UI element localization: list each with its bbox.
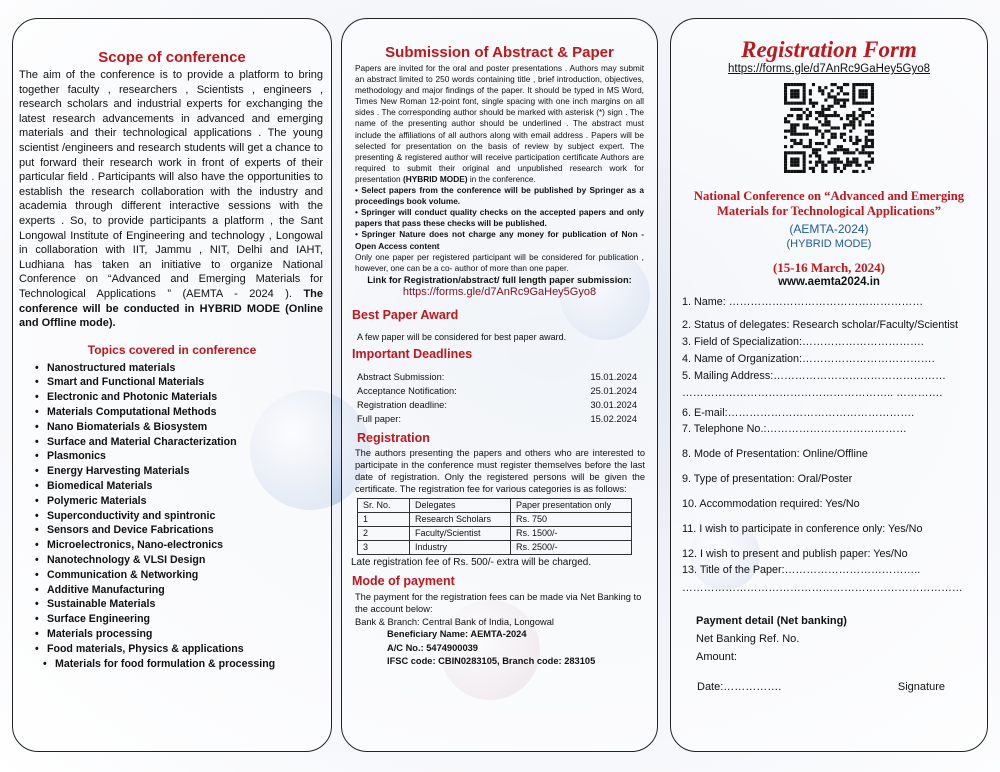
conference-abbreviation: (AEMTA-2024) xyxy=(789,221,869,236)
form-fields xyxy=(671,296,987,594)
best-paper-text: A few paper will be considered for best paper award. xyxy=(357,331,567,342)
topic-item: • Surface Engineering xyxy=(35,612,331,627)
form-field-telephone[interactable]: 7. Telephone No.:………………………………… xyxy=(682,422,907,435)
conference-dates: (15-16 March, 2024) xyxy=(772,259,886,275)
ifsc-code: IFSC code: CBIN0283105, Branch code: 283105 xyxy=(387,655,596,666)
deadlines-title: Important Deadlines xyxy=(352,346,473,361)
topic-item: • Materials Computational Methods xyxy=(35,405,331,420)
topic-item: • Plasmonics xyxy=(35,449,331,464)
topic-item: • Superconductivity and spintronic xyxy=(35,509,331,524)
submission-link[interactable]: https://forms.gle/d7AnRc9GaHey5Gyo8 xyxy=(402,285,597,298)
topic-item: • Nano Biomaterials & Biosystem xyxy=(35,420,331,435)
submission-intro-end: in the conference. xyxy=(469,173,536,184)
form-field-presentation-type[interactable]: 9. Type of presentation: Oral/Poster xyxy=(682,472,853,485)
registration-form-panel xyxy=(670,18,988,752)
payment-detail-heading: Payment detail (Net banking) xyxy=(696,614,847,627)
submission-title: Submission of Abstract & Paper xyxy=(385,44,614,61)
submission-intro xyxy=(342,61,657,274)
form-field-specialization[interactable]: 3. Field of Specialization:……………………………. xyxy=(682,335,924,348)
conference-website[interactable]: www.aemta2024.in xyxy=(778,275,880,288)
scope-title: Scope of conference xyxy=(98,49,246,66)
form-field-paper-title-line2[interactable]: …………………………………………………………………… xyxy=(682,581,963,594)
submission-intro-text: Papers are invited for the oral and poster presentations . Authors may submit an abstract limited to 250 words containing title , brief introduction, objectives, methodology and major findings of the paper. It should be typed in MS Word, Times New Roman 12-point font, single spacing with one inch margins on all sides . The corresponding author should be marked with asterisk (*) sign . The name of the presenting author should be underlined . The abstract must include the affiliations of all authors along with email address . Papers will be selected for presentation on the basis of review by subject expert. The presenting & registered author will receive participation certificate Authors are required to submit their original and unpublished research work for presentation xyxy=(355,63,644,184)
springer-bullet: • Springer will conduct quality checks on the accepted papers and only papers that pass these checks will be published. xyxy=(355,207,644,229)
late-fee-note: Late registration fee of Rs. 500/- extra will be charged. xyxy=(351,556,592,568)
best-paper-title: Best Paper Award xyxy=(352,307,459,322)
hybrid-mode-note: The conference will be conducted in HYBRID MODE (Online and Offline mode). xyxy=(19,287,323,330)
form-field-present-publish[interactable]: 12. I wish to present and publish paper: Yes/No xyxy=(682,547,908,560)
payment-mode-title: Mode of payment xyxy=(352,573,455,588)
signature-field[interactable]: Signature xyxy=(897,680,945,693)
beneficiary-name: Beneficiary Name: AEMTA-2024 xyxy=(387,629,527,640)
deadlines-list xyxy=(357,372,637,428)
scope-text: The aim of the conference is to provide a platform to bring together faculty , researchers , Scientists , engineers , research scholars and industrial experts for exchanging the latest research advancements in advanced and emerging materials and their technological applications . The young scientist /engineers and research students will get a chance to put forward their research work in front of experts of their particular field . Participants will also have the opportunities to establish the research collaboration with the industry and academia through different interactive sessions with the experts . So, to provide participants a platform , the Sant Longowal Institute of Engineering and technology , Longowal in collaboration with IIT, Jammu , NIT, Delhi and IAHT, Ludhiana has taken an initiative to organize National Conference on “Advanced and Emerging Materials for Technological Applications ” (AEMTA - 2024 ). xyxy=(19,69,323,300)
topic-item: • Microelectronics, Nano-electronics xyxy=(35,538,331,553)
topic-item: • Surface and Material Characterization xyxy=(35,435,331,450)
topic-item: • Sustainable Materials xyxy=(35,597,331,612)
registration-title: Registration xyxy=(357,430,430,445)
fee-table-row: 1 Research Scholars Rs. 750 xyxy=(358,512,632,526)
form-field-paper-title[interactable]: 13. Title of the Paper:……………………………….. xyxy=(682,563,921,576)
topics-title: Topics covered in conference xyxy=(87,342,257,357)
topic-item: • Energy Harvesting Materials xyxy=(35,464,331,479)
topic-item: • Materials for food formulation & processing xyxy=(43,657,331,672)
deadline-row: Full paper: 15.02.2024 xyxy=(357,413,637,424)
topic-item: • Biomedical Materials xyxy=(35,479,331,494)
signature-row xyxy=(671,681,987,693)
form-field-accommodation[interactable]: 10. Accommodation required: Yes/No xyxy=(682,497,860,510)
fee-table-row: 3 Industry Rs. 2500/- xyxy=(358,540,632,554)
fee-table-header: Sr. No. Delegates Paper presentation only xyxy=(358,498,632,512)
scope-paragraph xyxy=(13,66,331,331)
form-field-email[interactable]: 6. E-mail:……………………………………………. xyxy=(682,406,915,419)
registration-form-link[interactable]: https://forms.gle/d7AnRc9GaHey5Gyo8 xyxy=(728,63,930,75)
topic-item: • Additive Manufacturing xyxy=(35,583,331,598)
topic-item: • Polymeric Materials xyxy=(35,494,331,509)
link-label: Link for Registration/abstract/ full length paper submission: xyxy=(367,274,632,285)
registration-form-title: Registration Form xyxy=(741,37,917,62)
form-field-organization[interactable]: 4. Name of Organization:………………………………. xyxy=(682,352,935,365)
qr-code-icon[interactable] xyxy=(784,83,874,173)
fee-table-row: 2 Faculty/Scientist Rs. 1500/- xyxy=(358,526,632,540)
one-paper-note: Only one paper per registered participant will be considered for publication , however, one can be a co- author of more than one paper. xyxy=(355,251,644,273)
account-details xyxy=(342,628,657,668)
net-banking-ref[interactable]: Net Banking Ref. No. xyxy=(696,633,800,646)
payment-detail xyxy=(671,612,987,667)
topic-item: • Nanotechnology & VLSI Design xyxy=(35,553,331,568)
bank-branch: Bank & Branch: Central Bank of India, Longowal xyxy=(355,616,554,627)
form-field-address-line2[interactable]: ………………………………………………….. …………. xyxy=(682,386,943,399)
deadline-row: Abstract Submission: 15.01.2024 xyxy=(357,371,637,382)
form-field-name[interactable]: 1. Name: ……………………………………………… xyxy=(682,295,924,308)
payment-mode-text: The payment for the registration fees can be made via Net Banking to the account below: Bank & Branch: Central Bank of India, Longowal xyxy=(342,588,657,629)
springer-bullet: • Select papers from the conference will be published by Springer as a proceedings book volume. xyxy=(355,185,645,207)
form-field-presentation-mode[interactable]: 8. Mode of Presentation: Online/Offline xyxy=(682,447,868,460)
hybrid-mode-tag: (HYBRID MODE) xyxy=(402,173,468,184)
account-number: A/C No.: 5474900039 xyxy=(387,642,478,653)
deadline-row: Registration deadline: 30.01.2024 xyxy=(357,399,637,410)
topic-item: • Materials processing xyxy=(35,627,331,642)
springer-bullet: • Springer Nature does not charge any money for publication of Non -Open Access content xyxy=(355,229,645,251)
conference-mode: (HYBRID MODE) xyxy=(786,237,872,250)
submission-panel xyxy=(341,18,658,752)
conference-name: National Conference on “Advanced and Emerging Materials for Technological Applications” xyxy=(693,189,965,219)
topic-item: • Food materials, Physics & applications xyxy=(35,642,331,657)
topic-item: • Communication & Networking xyxy=(35,568,331,583)
topic-item: • Electronic and Photonic Materials xyxy=(35,390,331,405)
topic-item: • Sensors and Device Fabrications xyxy=(35,523,331,538)
form-field-status[interactable]: 2. Status of delegates: Research scholar/Faculty/Scientist xyxy=(682,318,959,331)
deadline-row: Acceptance Notification: 25.01.2024 xyxy=(357,385,637,396)
topics-list xyxy=(13,361,331,672)
topic-item: • Nanostructured materials xyxy=(35,361,331,376)
scope-panel xyxy=(12,18,332,752)
form-field-address[interactable]: 5. Mailing Address:………………………………………… xyxy=(682,369,946,382)
fee-table xyxy=(357,498,632,555)
form-field-participate-only[interactable]: 11. I wish to participate in conference only: Yes/No xyxy=(682,522,923,535)
registration-text: The authors presenting the papers and others who are interested to participate in the conference must register themselves before the last date of registration. Only the registered persons will be given the certificate. The registration fee for various categories is as follows: xyxy=(355,447,645,495)
topic-item: • Smart and Functional Materials xyxy=(35,375,331,390)
amount-field[interactable]: Amount: xyxy=(696,651,737,664)
date-field[interactable]: Date:……………. xyxy=(697,680,782,693)
